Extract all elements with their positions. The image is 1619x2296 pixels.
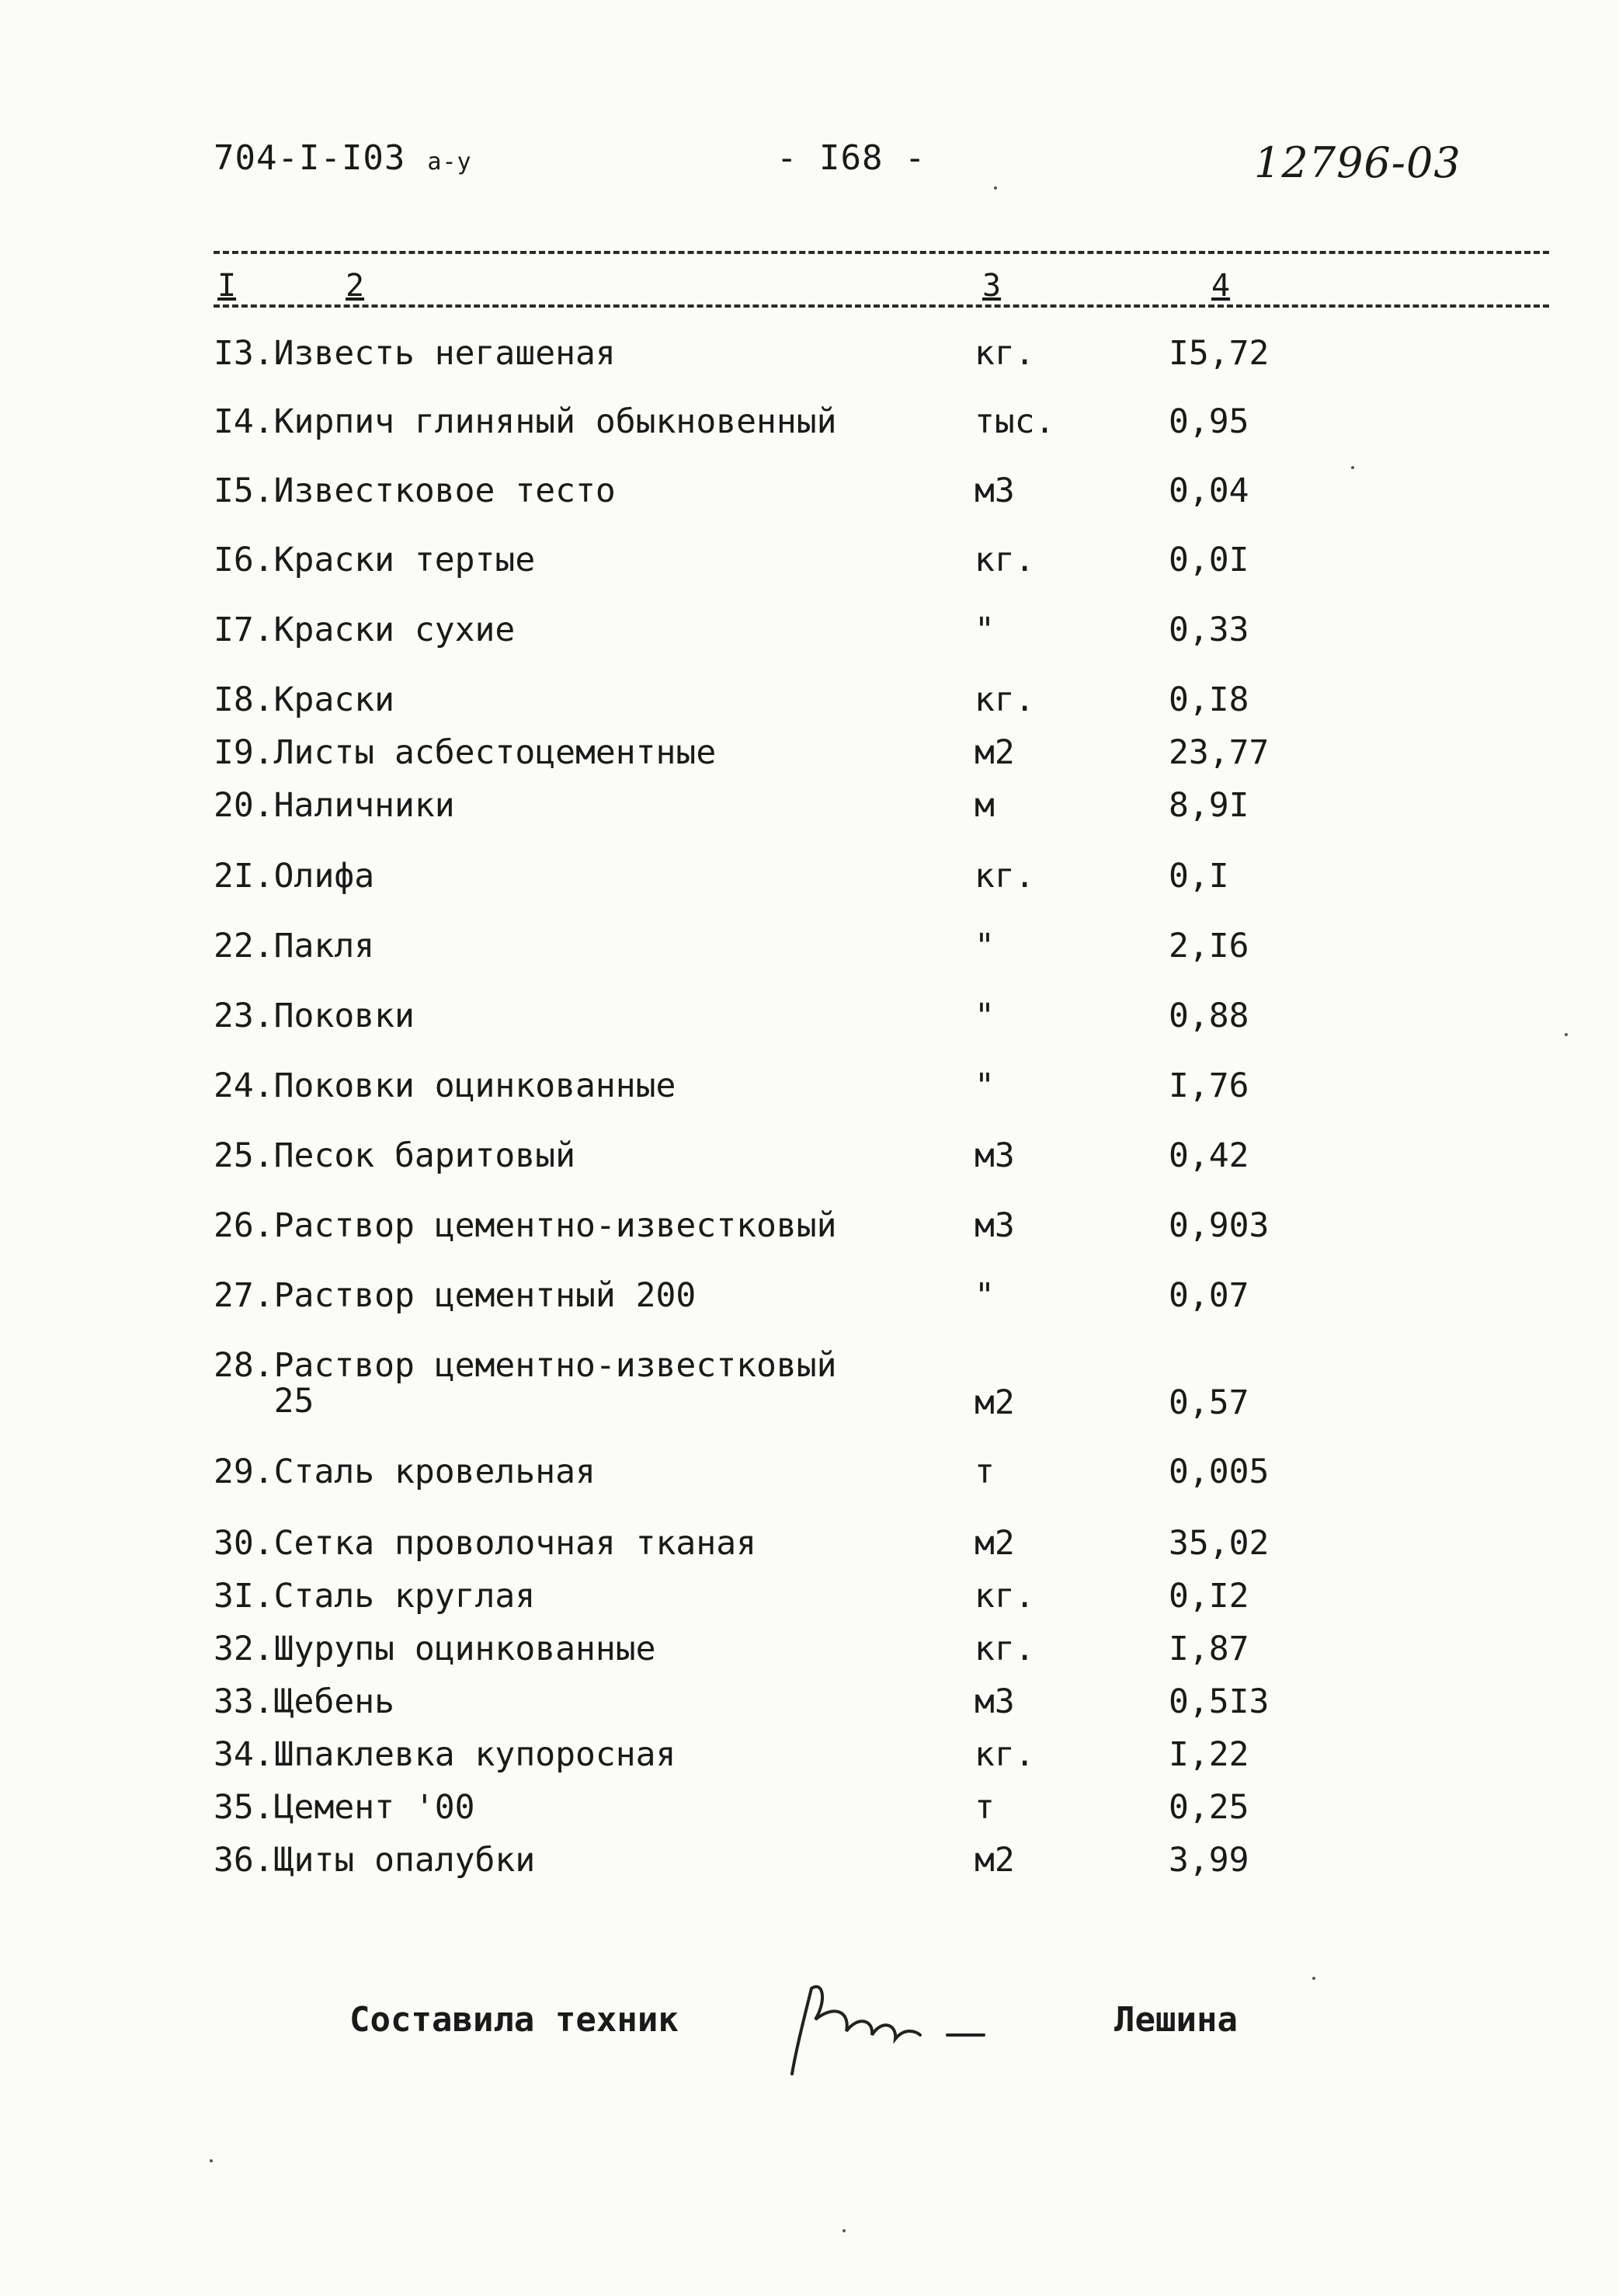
signature-image [780, 1957, 1044, 2082]
material-quantity: 3,99 [1169, 1841, 1249, 1880]
material-quantity: I,76 [1169, 1066, 1249, 1105]
material-name: 36.Щиты опалубки [214, 1841, 536, 1880]
material-name: 26.Раствор цементно-известковый [214, 1206, 837, 1245]
compiled-by-label: Составила техник [349, 2000, 679, 2040]
material-unit: м3 [975, 1136, 1015, 1175]
table-row [0, 1452, 1619, 1499]
material-quantity: 0,I2 [1169, 1577, 1249, 1616]
table-row [0, 402, 1619, 449]
scan-speck [1565, 1033, 1568, 1036]
material-name: 35.Цемент '00 [214, 1788, 475, 1827]
table-row [0, 786, 1619, 833]
material-quantity: 2,I6 [1169, 927, 1249, 965]
document-code-suffix: а-у [427, 148, 472, 176]
material-unit: " [975, 1066, 995, 1105]
table-row [0, 334, 1619, 381]
table-row [0, 1276, 1619, 1323]
material-quantity: 0,25 [1169, 1788, 1249, 1827]
material-unit: м2 [975, 1524, 1015, 1563]
scan-speck [210, 2159, 213, 2162]
table-row [0, 680, 1619, 727]
table-row [0, 733, 1619, 780]
material-quantity: 0,42 [1169, 1136, 1249, 1175]
material-name: 23.Поковки [214, 997, 415, 1035]
material-name: I6.Краски тертые [214, 541, 536, 579]
signer-name: Лешина [1114, 2000, 1238, 2040]
material-name: I5.Известковое тесто [214, 471, 616, 510]
table-row [0, 927, 1619, 973]
material-name: 29.Сталь кровельная [214, 1452, 596, 1491]
material-quantity: 0,I8 [1169, 680, 1249, 719]
material-unit: " [975, 927, 995, 965]
table-row [0, 1735, 1619, 1782]
table-header-rule [214, 304, 1549, 308]
material-unit: " [975, 611, 995, 649]
table-row [0, 997, 1619, 1043]
material-unit: кг. [975, 1735, 1035, 1774]
material-unit: кг. [975, 334, 1035, 373]
material-quantity: 0,903 [1169, 1206, 1270, 1245]
table-row [0, 1682, 1619, 1729]
material-unit: м2 [975, 1383, 1015, 1422]
material-name: 27.Раствор цементный 200 [214, 1276, 697, 1315]
table-row [0, 471, 1619, 518]
scan-speck [1312, 1977, 1315, 1980]
table-row [0, 1136, 1619, 1183]
material-quantity: 23,77 [1169, 733, 1270, 772]
material-unit: кг. [975, 680, 1035, 719]
scan-speck [1351, 466, 1354, 469]
material-unit: кг. [975, 541, 1035, 579]
material-name: 33.Щебень [214, 1682, 394, 1721]
material-unit: т [975, 1452, 995, 1491]
table-row [0, 1788, 1619, 1835]
material-quantity: 0,07 [1169, 1276, 1249, 1315]
table-row [0, 541, 1619, 587]
material-quantity: I,22 [1169, 1735, 1249, 1774]
material-unit: тыс. [975, 402, 1055, 441]
table-row [0, 1524, 1619, 1571]
material-quantity: 0,5I3 [1169, 1682, 1270, 1721]
material-quantity: 35,02 [1169, 1524, 1270, 1563]
material-name: 20.Наличники [214, 786, 455, 825]
sheet-number: 12796-03 [1254, 138, 1461, 187]
material-quantity: I,87 [1169, 1630, 1249, 1668]
material-name: 25.Песок баритовый [214, 1136, 575, 1175]
column-header-1: I [217, 268, 237, 304]
material-unit: м2 [975, 733, 1015, 772]
column-header-3: 3 [982, 268, 1002, 304]
material-quantity: 0,88 [1169, 997, 1249, 1035]
material-unit: кг. [975, 1577, 1035, 1616]
material-quantity: 8,9I [1169, 786, 1249, 825]
material-unit: " [975, 1276, 995, 1315]
material-name: 34.Шпаклевка купоросная [214, 1735, 676, 1774]
material-name: 30.Сетка проволочная тканая [214, 1524, 756, 1563]
material-unit: м3 [975, 1682, 1015, 1721]
table-row [0, 1841, 1619, 1887]
material-name: 22.Пакля [214, 927, 375, 965]
scan-speck [843, 2229, 846, 2232]
material-unit: кг. [975, 1630, 1035, 1668]
material-name: 2I.Олифа [214, 857, 375, 896]
material-unit: т [975, 1788, 995, 1827]
material-unit: м [975, 786, 995, 825]
material-unit: м3 [975, 1206, 1015, 1245]
material-name: 3I.Сталь круглая [214, 1577, 536, 1616]
material-name: I4.Кирпич глиняный обыкновенный [214, 402, 837, 441]
material-name: I3.Известь негашеная [214, 334, 616, 373]
table-row [0, 1206, 1619, 1253]
table-top-rule [214, 251, 1549, 254]
document-code-main: 704-I-I03 [214, 138, 406, 178]
material-quantity: 0,04 [1169, 471, 1249, 510]
material-name: 24.Поковки оцинкованные [214, 1066, 676, 1105]
material-quantity: 0,005 [1169, 1452, 1270, 1491]
material-name: 32.Шурупы оцинкованные [214, 1630, 656, 1668]
document-code [214, 138, 472, 178]
material-unit: м2 [975, 1841, 1015, 1880]
table-row [0, 1630, 1619, 1676]
material-name: I9.Листы асбестоцементные [214, 733, 717, 772]
column-header-2: 2 [346, 268, 365, 304]
material-name: I8.Краски [214, 680, 394, 719]
material-unit: " [975, 997, 995, 1035]
material-quantity: 0,33 [1169, 611, 1249, 649]
material-name: 28.Раствор цементно-известковый 25 [214, 1346, 837, 1421]
material-unit: м3 [975, 471, 1015, 510]
material-quantity: 0,I [1169, 857, 1229, 896]
table-row [0, 1066, 1619, 1113]
scan-speck [994, 186, 997, 190]
material-unit: кг. [975, 857, 1035, 896]
table-row [0, 1577, 1619, 1623]
column-header-4: 4 [1211, 268, 1231, 304]
material-quantity: 0,0I [1169, 541, 1249, 579]
material-quantity: 0,95 [1169, 402, 1249, 441]
table-row [0, 1348, 1619, 1433]
material-quantity: I5,72 [1169, 334, 1270, 373]
table-row [0, 611, 1619, 657]
page-number: - I68 - [776, 138, 926, 178]
material-name: I7.Краски сухие [214, 611, 516, 649]
material-quantity: 0,57 [1169, 1383, 1249, 1422]
table-row [0, 857, 1619, 903]
